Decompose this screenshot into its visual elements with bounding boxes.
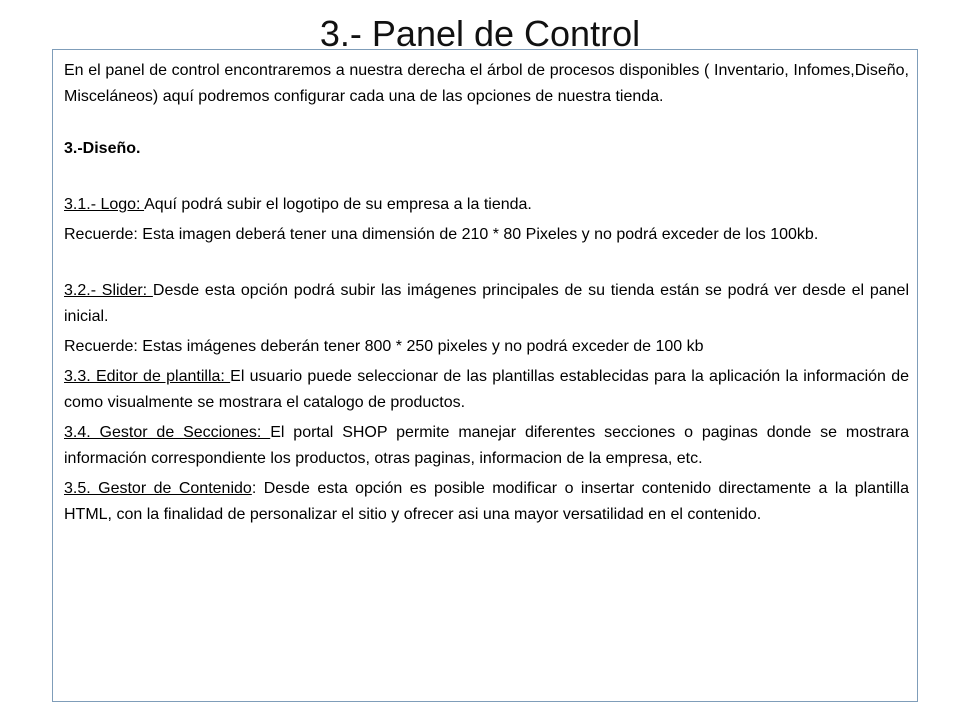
item-content-manager	[64, 476, 909, 528]
spacer	[64, 248, 909, 274]
item-template-editor	[64, 364, 909, 416]
item-slider-note: Recuerde: Estas imágenes deberán tener 800 * 250 pixeles y no podrá exceder de 100 kb	[64, 338, 704, 355]
item-logo-label: 3.1.- Logo:	[64, 196, 145, 213]
item-template-editor-label: 3.3. Editor de plantilla:	[64, 368, 231, 385]
item-slider-label: 3.2.- Slider:	[64, 282, 153, 299]
item-logo	[64, 192, 909, 218]
item-template-editor-text: El usuario puede seleccionar de las plantillas establecidas para la aplicación la información de como visualmente se mostrara el catalogo de productos.	[64, 368, 910, 411]
content-box	[52, 49, 918, 702]
section-heading: 3.-Diseño.	[64, 140, 141, 157]
slide-title: 3.- Panel de Control	[319, 13, 641, 54]
item-logo-note: Recuerde: Esta imagen deberá tener una dimensión de 210 * 80 Pixeles y no podrá exceder de los 100kb.	[64, 226, 819, 243]
spacer	[64, 162, 909, 188]
item-content-manager-text: : Desde esta opción es posible modificar o insertar contenido directamente a la plantilla HTML, con la finalidad de personalizar el sitio y ofrecer asi una mayor versatilidad en el contenido.	[64, 480, 910, 523]
intro-paragraph: En el panel de control encontraremos a nuestra derecha el árbol de procesos disponibles ( Inventario, Infomes,Diseño, Misceláneos) aquí podremos configurar cada una de las opciones de nuestra tienda.	[64, 62, 909, 105]
item-content-manager-label: 3.5. Gestor de Contenido	[64, 480, 252, 497]
item-slider-text: Desde esta opción podrá subir las imágenes principales de su tienda están se podrá ver desde el panel inicial.	[64, 282, 909, 325]
item-section-manager	[64, 420, 909, 472]
spacer	[64, 110, 909, 136]
item-slider	[64, 278, 909, 330]
item-section-manager-text: El portal SHOP permite manejar diferentes secciones o paginas donde se mostrara información correspondiente los productos, otras paginas, informacion de la empresa, etc.	[64, 424, 910, 467]
item-section-manager-label: 3.4. Gestor de Secciones:	[64, 424, 271, 441]
item-logo-text: Aquí podrá subir el logotipo de su empresa a la tienda.	[144, 196, 532, 213]
